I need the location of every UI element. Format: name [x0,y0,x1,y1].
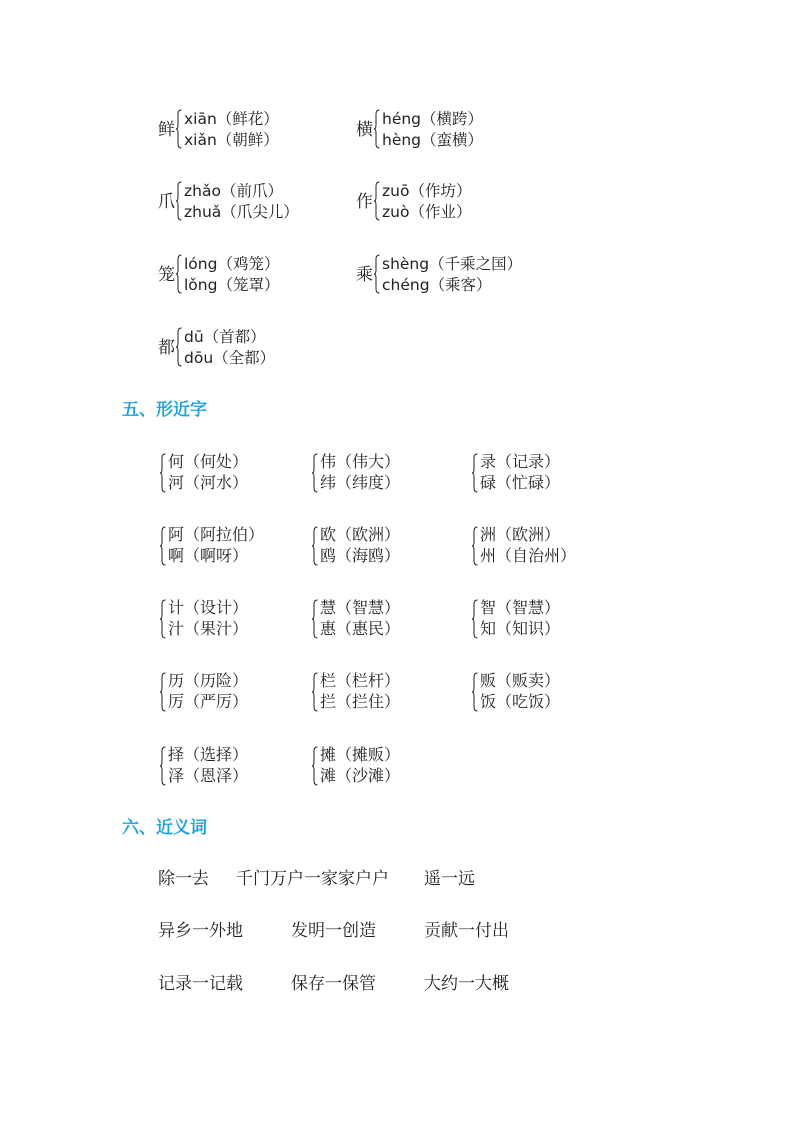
pair-word: 栏（栏杆） [320,671,401,690]
synonym-pair: 发明一创造 [291,921,376,941]
pair-word: 滩（沙滩） [320,766,401,785]
polyphone-char: 横 [356,120,373,140]
synonym-pair: 除一去 [158,869,209,889]
similar-character-pair [160,671,310,715]
pair-word: 州（自治州） [480,546,577,565]
similar-character-pair [312,671,462,715]
polyphone-reading: zhuǎ（爪尖儿） [184,203,299,221]
similar-character-pair [312,452,462,496]
similar-character-pair [472,452,622,496]
brace-icon [160,453,166,493]
similar-character-pair [160,525,310,569]
polyphone-reading: shèng（千乘之国） [382,255,523,273]
brace-icon [160,526,166,566]
brace-icon [472,672,478,712]
brace-icon [374,181,380,221]
similar-character-pair [160,598,310,642]
similar-character-pair [312,598,462,642]
brace-icon [374,254,380,294]
synonym-pair: 千门万户一家家户户 [236,869,389,889]
pair-word: 历（历险） [168,671,249,690]
synonym-pair: 记录一记载 [158,974,243,994]
synonym-pair: 贡献一付出 [424,921,509,941]
polyphone-reading: héng（横跨） [382,110,484,128]
polyphone-reading: xiǎn（朝鲜） [184,131,279,149]
polyphone-group [158,327,378,371]
pair-word: 欧（欧洲） [320,525,401,544]
pair-word: 泽（恩泽） [168,766,249,785]
brace-icon [160,599,166,639]
pair-word: 汁（果汁） [168,619,249,638]
polyphone-reading: dū（首都） [184,328,266,346]
similar-character-pair [160,745,310,789]
synonym-pair: 大约一大概 [424,974,509,994]
pair-word: 纬（纬度） [320,473,401,492]
pair-word: 碌（忙碌） [480,473,561,492]
synonym-pair: 遥一远 [424,869,475,889]
similar-character-pair [472,598,622,642]
brace-icon [312,746,318,786]
polyphone-group [356,181,576,225]
pair-word: 何（何处） [168,452,249,471]
brace-icon [312,672,318,712]
polyphone-reading: zuò（作业） [382,203,472,221]
pair-word: 择（选择） [168,745,249,764]
synonym-pair: 保存一保管 [291,974,376,994]
polyphone-reading: dōu（全都） [184,349,276,367]
polyphone-char: 都 [158,338,175,358]
brace-icon [176,327,182,367]
pair-word: 摊（摊贩） [320,745,401,764]
polyphone-group [356,109,576,153]
pair-word: 厉（严厉） [168,692,249,711]
polyphone-reading: chéng（乘客） [382,276,492,294]
pair-word: 洲（欧洲） [480,525,561,544]
brace-icon [374,109,380,149]
pair-word: 河（河水） [168,473,249,492]
polyphone-reading: lǒng（笼罩） [184,276,280,294]
brace-icon [176,181,182,221]
pair-word: 惠（惠民） [320,619,401,638]
similar-character-pair [312,525,462,569]
similar-character-pair [312,745,462,789]
similar-character-pair [472,671,622,715]
polyphone-group [158,181,378,225]
polyphone-reading: hèng（蛮横） [382,131,484,149]
polyphone-reading: zuō（作坊） [382,182,472,200]
pair-word: 贩（贩卖） [480,671,561,690]
pair-word: 阿（阿拉伯） [168,525,265,544]
polyphone-reading: lóng（鸡笼） [184,255,280,273]
polyphone-char: 笼 [158,265,175,285]
brace-icon [160,746,166,786]
brace-icon [472,599,478,639]
polyphone-char: 作 [356,192,373,212]
brace-icon [176,109,182,149]
pair-word: 知（知识） [480,619,561,638]
section-title-similar-characters: 五、形近字 [122,400,207,420]
synonym-pair: 异乡一外地 [158,921,243,941]
polyphone-group [158,109,378,153]
pair-word: 录（记录） [480,452,561,471]
polyphone-char: 鲜 [158,120,175,140]
brace-icon [176,254,182,294]
pair-word: 计（设计） [168,598,249,617]
pair-word: 拦（拦住） [320,692,401,711]
polyphone-group [158,254,378,298]
similar-character-pair [472,525,622,569]
brace-icon [472,526,478,566]
polyphone-char: 乘 [356,265,373,285]
brace-icon [312,453,318,493]
pair-word: 饭（吃饭） [480,692,561,711]
polyphone-reading: zhǎo（前爪） [184,182,283,200]
similar-character-pair [160,452,310,496]
polyphone-reading: xiān（鲜花） [184,110,279,128]
section-title-synonyms: 六、近义词 [122,818,207,838]
brace-icon [472,453,478,493]
pair-word: 智（智慧） [480,598,561,617]
polyphone-group [356,254,576,298]
pair-word: 鸥（海鸥） [320,546,401,565]
polyphone-char: 爪 [158,192,175,212]
brace-icon [160,672,166,712]
pair-word: 伟（伟大） [320,452,401,471]
brace-icon [312,526,318,566]
pair-word: 慧（智慧） [320,598,401,617]
brace-icon [312,599,318,639]
pair-word: 啊（啊呀） [168,546,249,565]
